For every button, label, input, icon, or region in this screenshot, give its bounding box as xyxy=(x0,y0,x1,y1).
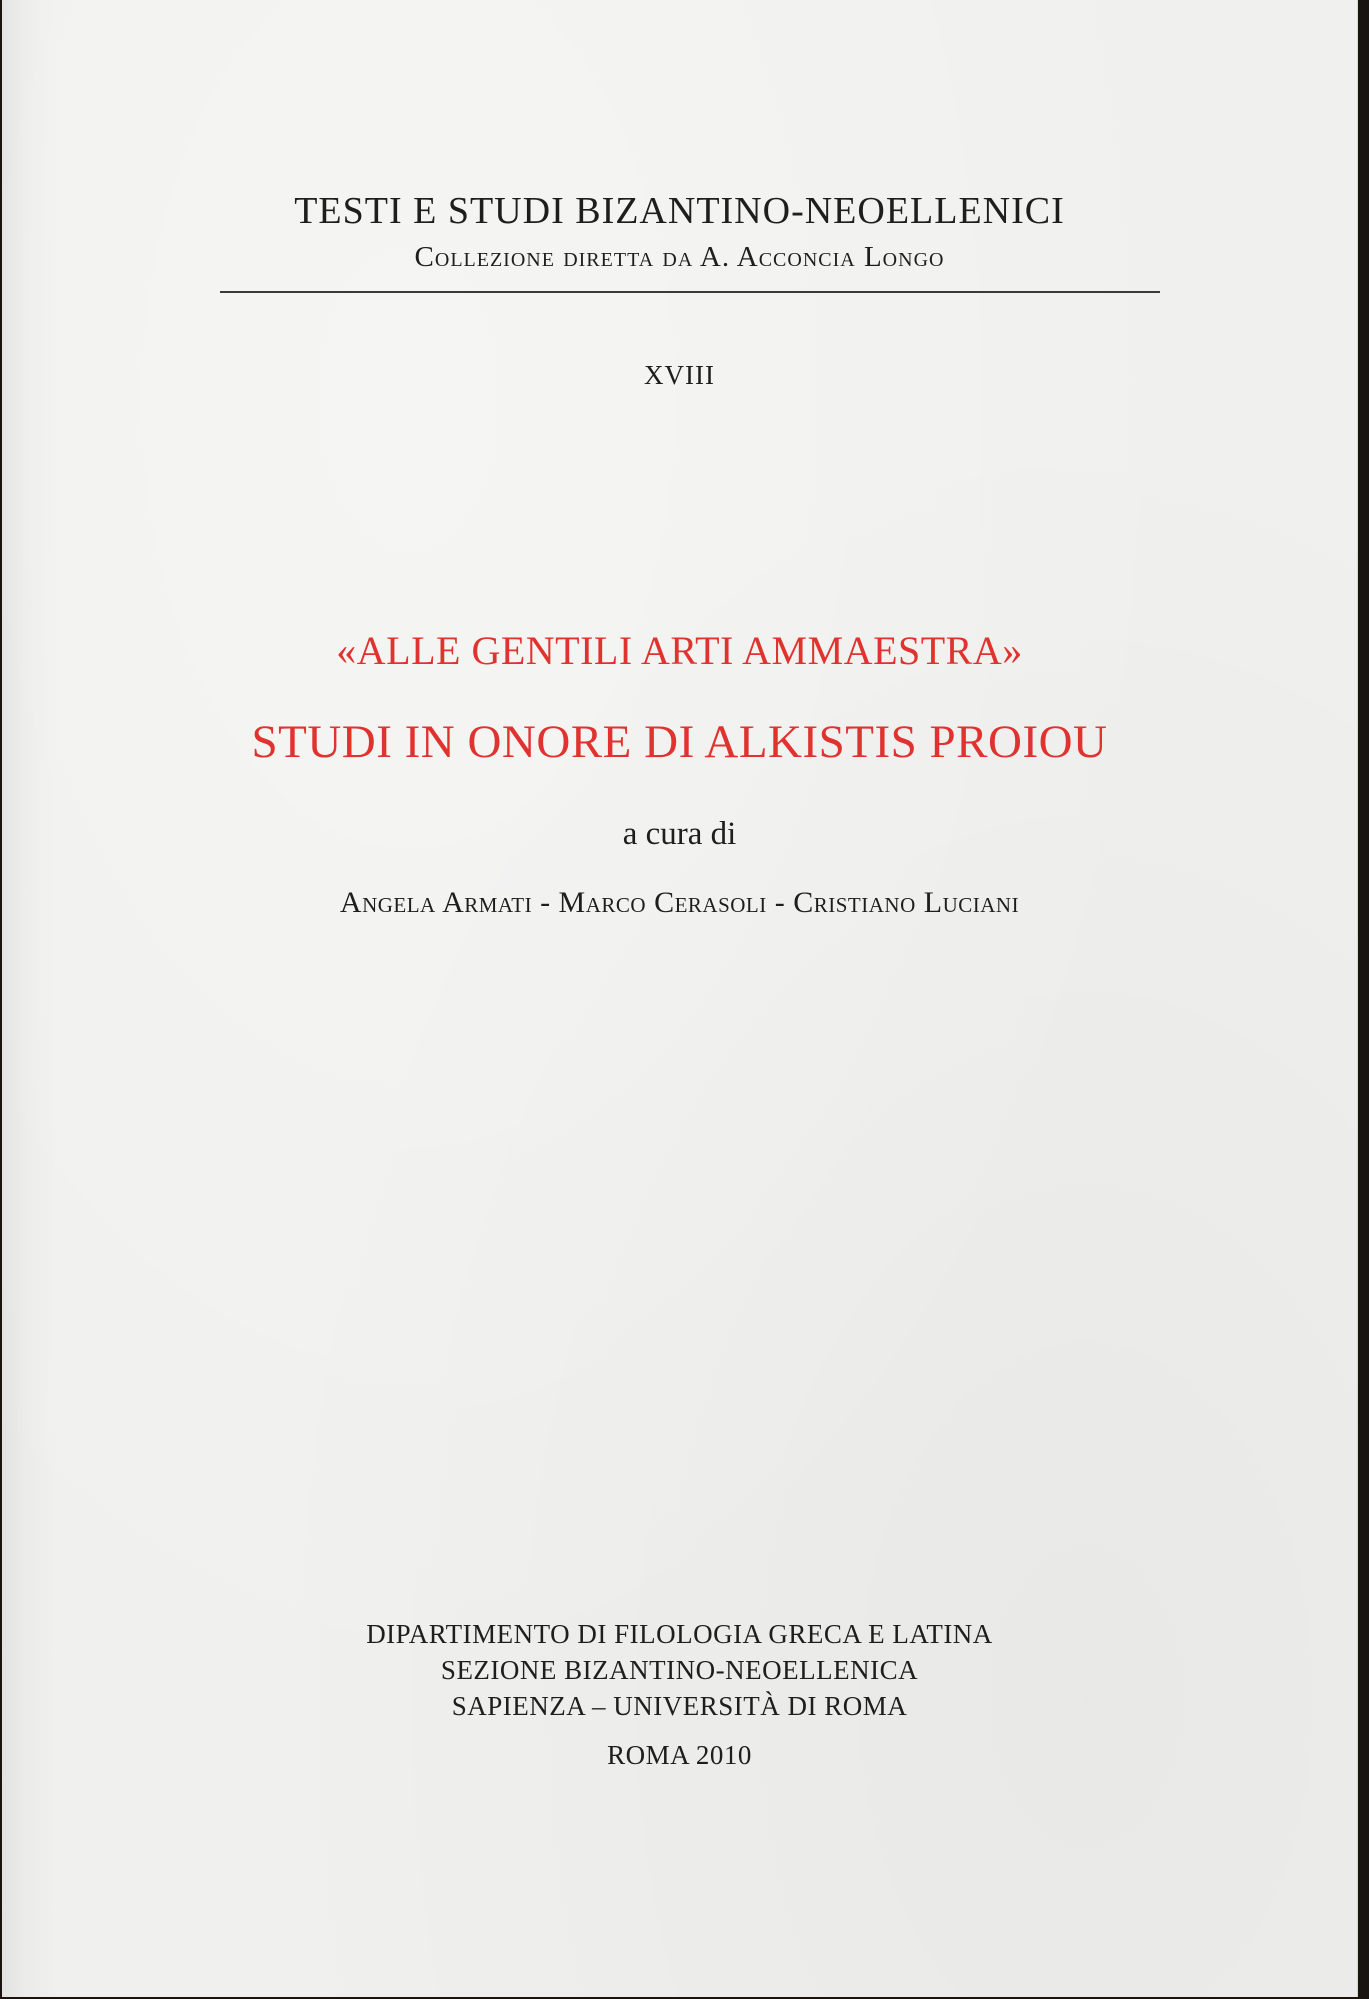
series-editor-line: Collezione diretta da A. Acconcia Longo xyxy=(414,241,945,273)
series-title: TESTI E STUDI BIZANTINO-NEOELLENICI xyxy=(294,190,1065,232)
header-divider xyxy=(220,291,1160,293)
publisher-line-department: DIPARTIMENTO DI FILOLOGIA GRECA E LATINA xyxy=(366,1619,993,1649)
publisher-line-section: SEZIONE BIZANTINO-NEOELLENICA xyxy=(440,1655,919,1685)
publisher-block xyxy=(2,1616,1357,1724)
publisher-line-university: SAPIENZA – UNIVERSITÀ DI ROMA xyxy=(451,1691,908,1721)
editors-list: Angela Armati - Marco Cerasoli - Cristiano Luciani xyxy=(339,886,1020,919)
book-title-quote: «ALLE GENTILI ARTI AMMAESTRA» xyxy=(336,628,1023,673)
book-cover xyxy=(2,0,1358,1997)
volume-number: XVIII xyxy=(644,360,715,390)
curated-by-label: a cura di xyxy=(622,816,737,852)
place-and-year: ROMA 2010 xyxy=(607,1740,752,1770)
book-title-main: STUDI IN ONORE DI ALKISTIS PROIOU xyxy=(251,716,1108,768)
